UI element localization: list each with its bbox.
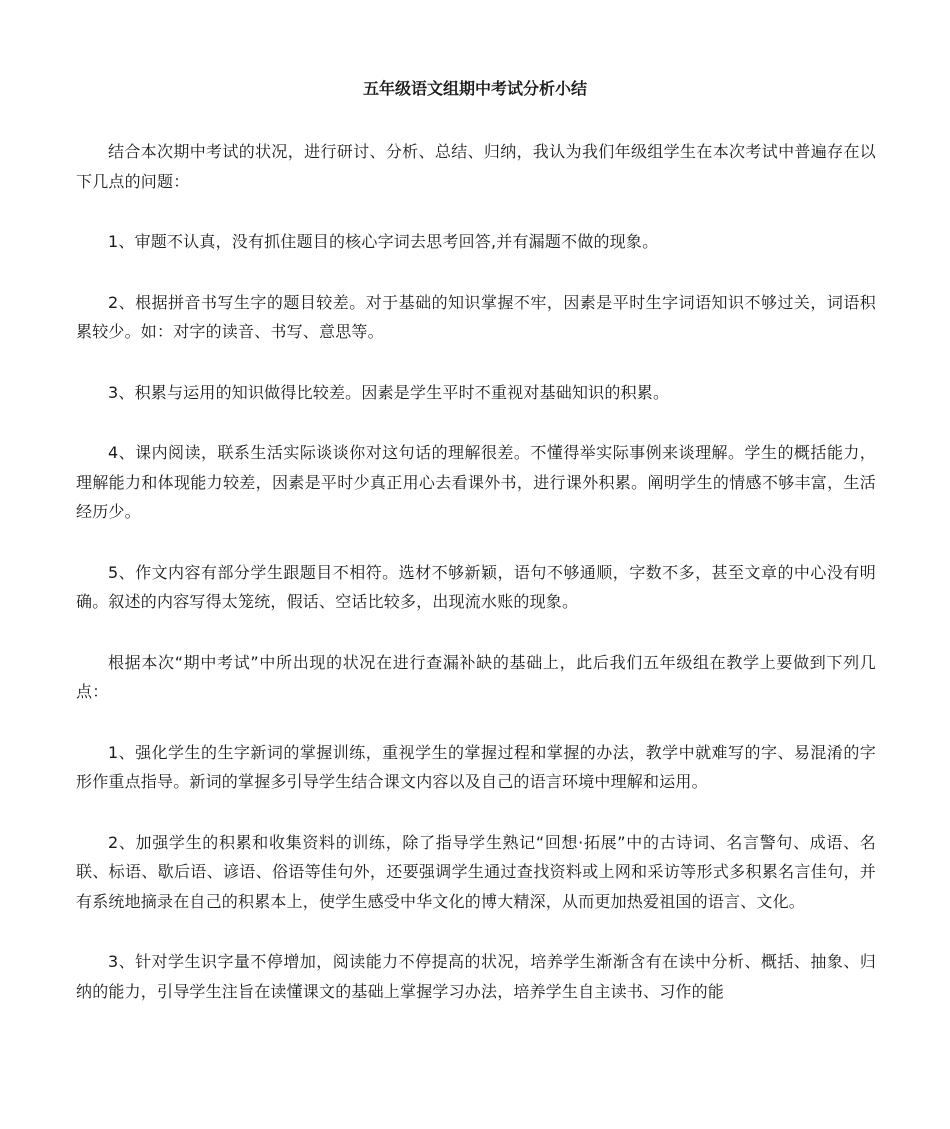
measure-item-3: 3、针对学生识字量不停增加，阅读能力不停提高的状况，培养学生渐渐含有在读中分析、概括、抽象、归纳的能力，引导学生注旨在读懂课文的基础上掌握学习办法，培养学生自主读书、习作的能 <box>76 952 876 1001</box>
intro-paragraph: 结合本次期中考试的状况，进行研讨、分析、总结、归纳，我认为我们年级组学生在本次考试中普遍存在以下几点的问题： <box>76 142 876 191</box>
problem-item-3: 3、积累与运用的知识做得比较差。因素是学生平时不重视对基础知识的积累。 <box>108 382 670 402</box>
measure-item-2: 2、加强学生的积累和收集资料的训练，除了指导学生熟记“回想·拓展”中的古诗词、名言警句、成语、名联、标语、歇后语、谚语、俗语等佳句外，还要强调学生通过查找资料或上网和采访等形式多积累名言佳句，并有系统地摘录在自己的积累本上，使学生感受中华文化的博大精深，从而更加热爱祖国的语言、文化。 <box>76 832 876 911</box>
document-title: 五年级语文组期中考试分析小结 <box>362 79 587 98</box>
problem-item-4: 4、课内阅读，联系生活实际谈谈你对这句话的理解很差。不懂得举实际事例来谈理解。学生的概括能力，理解能力和体现能力较差，因素是平时少真正用心去看课外书，进行课外积累。阐明学生的情感不够丰富，生活经历少。 <box>76 443 876 521</box>
measures-intro-paragraph: 根据本次“期中考试”中所出现的状况在进行查漏补缺的基础上，此后我们五年级组在教学上要做到下列几点： <box>76 652 876 701</box>
measure-item-1: 1、强化学生的生字新词的掌握训练，重视学生的掌握过程和掌握的办法，教学中就难写的字、易混淆的字形作重点指导。新词的掌握多引导学生结合课文内容以及自己的语言环境中理解和运用。 <box>76 742 876 791</box>
problem-item-1: 1、审题不认真，没有抓住题目的核心字词去思考回答,并有漏题不做的现象。 <box>108 232 659 251</box>
problem-item-2: 2、根据拼音书写生字的题目较差。对于基础的知识掌握不牢，因素是平时生字词语知识不够过关，词语积累较少。如：对字的读音、书写、意思等。 <box>76 292 876 341</box>
problem-item-5: 5、作文内容有部分学生跟题目不相符。选材不够新颖，语句不够通顺，字数不多，甚至文章的中心没有明确。叙述的内容写得太笼统，假话、空话比较多，出现流水账的现象。 <box>76 562 876 611</box>
document-body <box>76 137 876 1037</box>
